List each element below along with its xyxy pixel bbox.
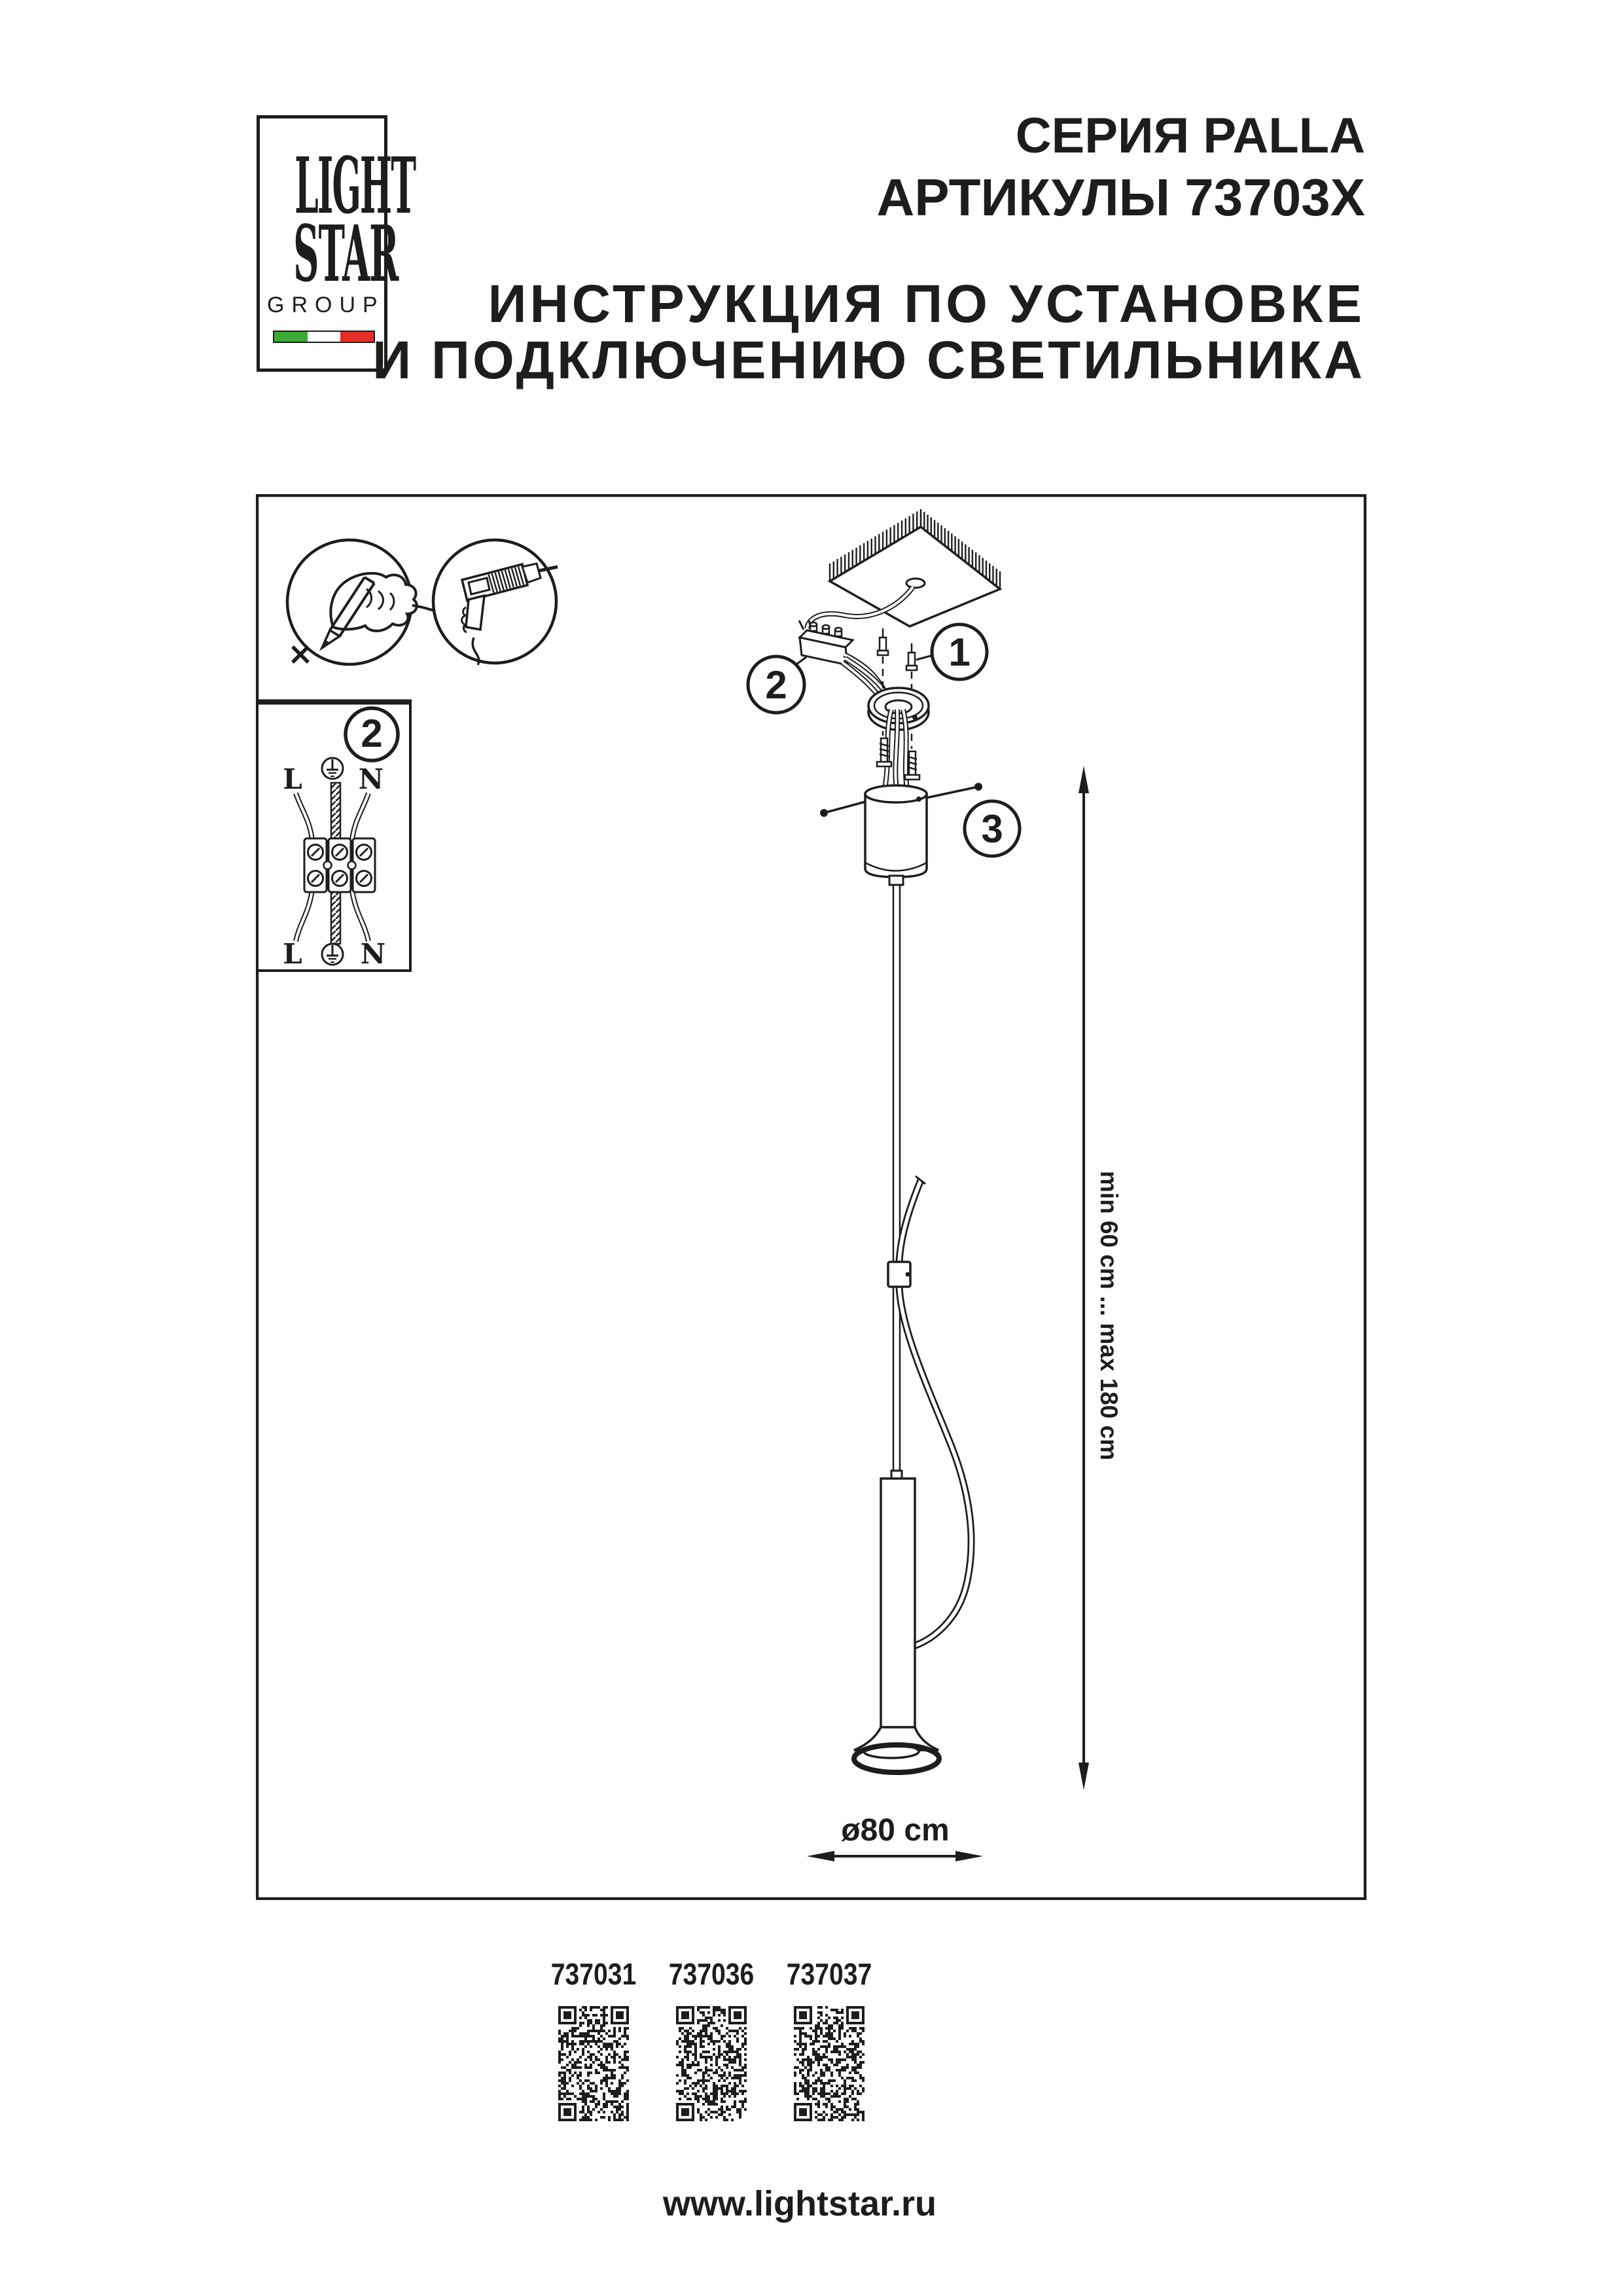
article-number: 737031: [550, 1957, 637, 1991]
svg-text:1: 1: [948, 630, 971, 674]
flag-red: [340, 332, 374, 342]
svg-text:2: 2: [765, 663, 787, 707]
callout-2: [748, 656, 806, 713]
height-dimension: [1079, 766, 1122, 1790]
logo-word-light: LIGHT: [294, 140, 416, 231]
articles-title: АРТИКУЛЫ 73703X: [876, 168, 1365, 226]
diagram-frame: [257, 495, 1365, 1899]
instruction-title-line2: И ПОДКЛЮЧЕНИЮ СВЕТИЛЬНИКА: [372, 331, 1365, 390]
qr-code: [794, 2006, 865, 2121]
flag-white: [308, 332, 341, 342]
wiring-diagram: [256, 701, 412, 971]
installation-diagram: [256, 494, 1366, 1900]
pencil-marking-icon: [287, 540, 449, 664]
qr-code: [676, 2006, 747, 2121]
wiring-step-number: 2: [361, 711, 383, 755]
diameter-dimension-label: ø80 cm: [841, 1813, 950, 1848]
qr-item: [550, 1957, 637, 2121]
instruction-title-line1: ИНСТРУКЦИЯ ПО УСТАНОВКЕ: [488, 274, 1365, 334]
wire-label-N-bottom: N: [360, 938, 386, 970]
cord-adjuster: [888, 1262, 910, 1287]
height-dimension-label: min 60 cm ... max 180 cm: [1096, 1170, 1122, 1461]
series-title: СЕРИЯ PALLA: [1015, 108, 1365, 164]
terminal-block: [304, 838, 375, 892]
ceiling-drawing: [807, 509, 1000, 628]
italian-flag-bar: [273, 331, 375, 343]
qr-item: [668, 1957, 755, 2121]
suspension-cup: [820, 783, 982, 885]
wire-label-N-top: N: [358, 763, 384, 795]
drill-icon: [433, 540, 558, 665]
flag-green: [274, 332, 308, 342]
qr-code: [558, 2006, 629, 2121]
svg-text:3: 3: [981, 807, 1003, 851]
diameter-dimension: [807, 1813, 983, 1861]
ceiling-hole: [906, 579, 925, 588]
logo-word-star: STAR: [293, 208, 399, 299]
wire-label-L-top: L: [283, 763, 302, 795]
article-number: 737037: [786, 1957, 872, 1991]
earth-symbol-top: [322, 758, 343, 779]
callout-3: [965, 801, 1020, 856]
article-number: 737036: [668, 1957, 755, 1991]
lightstar-logo: [257, 115, 416, 372]
callout-1: [916, 624, 987, 679]
wire-label-L-bottom: L: [283, 938, 302, 970]
website-link[interactable]: www.lightstar.ru: [662, 2184, 937, 2223]
qr-item: [786, 1957, 872, 2121]
earth-symbol-bottom: [322, 944, 343, 965]
pendant-lamp: [854, 1471, 939, 1772]
logo-word-group: GROUP: [267, 293, 385, 317]
